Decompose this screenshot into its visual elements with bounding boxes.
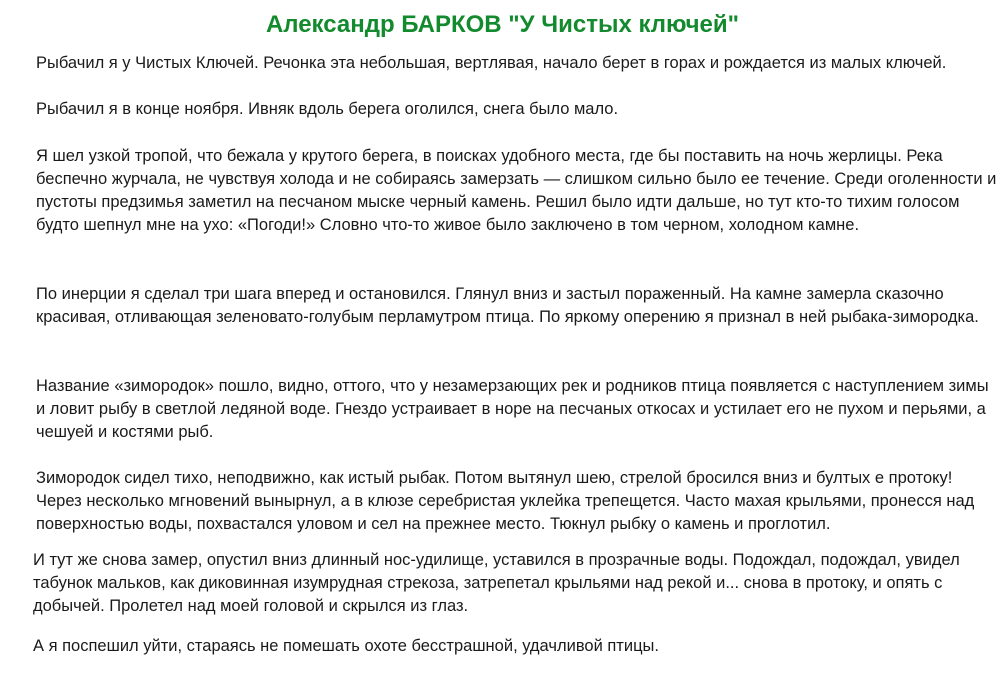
paragraph-2: Рыбачил я в конце ноября. Ивняк вдоль берега оголился, снега было мало.	[36, 100, 619, 118]
document-title: Александр БАРКОВ "У Чистых ключей"	[265, 11, 740, 38]
paragraph-8: А я поспешил уйти, стараясь не помешать охоте бесстрашной, удачливой птицы.	[33, 637, 659, 655]
paragraph-6: Зимородок сидел тихо, неподвижно, как истый рыбак. Потом вытянул шею, стрелой бросился вниз и бултых е протоку! Через несколько мгновений вынырнул, а в клюзе серебристая уклейка трепещется. Часто махая крыльями, пронесся над поверхностью воды, похвастался уловом и сел на прежнее место. Тюкнул рыбку о камень и проглотил.	[36, 469, 975, 533]
paragraph-1: Рыбачил я у Чистых Ключей. Речонка эта небольшая, вертлявая, начало берет в горах и рождается из малых ключей.	[36, 54, 947, 72]
paragraph-4: По инерции я сделал три шага вперед и остановился. Глянул вниз и застыл пораженный. На камне замерла сказочно красивая, отливающая зеленовато-голубым перламутром птица. По яркому оперению я признал в ней рыбака-зимородка.	[36, 285, 979, 326]
paragraph-7: И тут же снова замер, опустил вниз длинный нос-удилище, уставился в прозрачные воды. Подождал, подождал, увидел табунок мальков, как диковинная изумрудная стрекоза, затрепетал крыльями над рекой и... снова в протоку, и опять с добычей. Пролетел над моей головой и скрылся из глаз.	[33, 551, 960, 615]
paragraph-5: Название «зимородок» пошло, видно, оттого, что у незамерзающих рек и родников птица появляется с наступлением зимы и ловит рыбу в светлой ледяной воде. Гнездо устраивает в норе на песчаных откосах и устилает его не пухом и перьями, а чешуей и костями рыб.	[36, 377, 989, 441]
paragraph-3: Я шел узкой тропой, что бежала у крутого берега, в поисках удобного места, где бы поставить на ночь жерлицы. Река беспечно журчала, не чувствуя холода и не собираясь замерзать — слишком сильно было ее течение. Среди оголенности и пустоты предзимья заметил на песчаном мыске черный камень. Решил было идти дальше, но тут кто-то тихим голосом будто шепнул мне на ухо: «Погоди!» Словно что-то живое было заключено в том черном, холодном камне.	[36, 147, 997, 234]
